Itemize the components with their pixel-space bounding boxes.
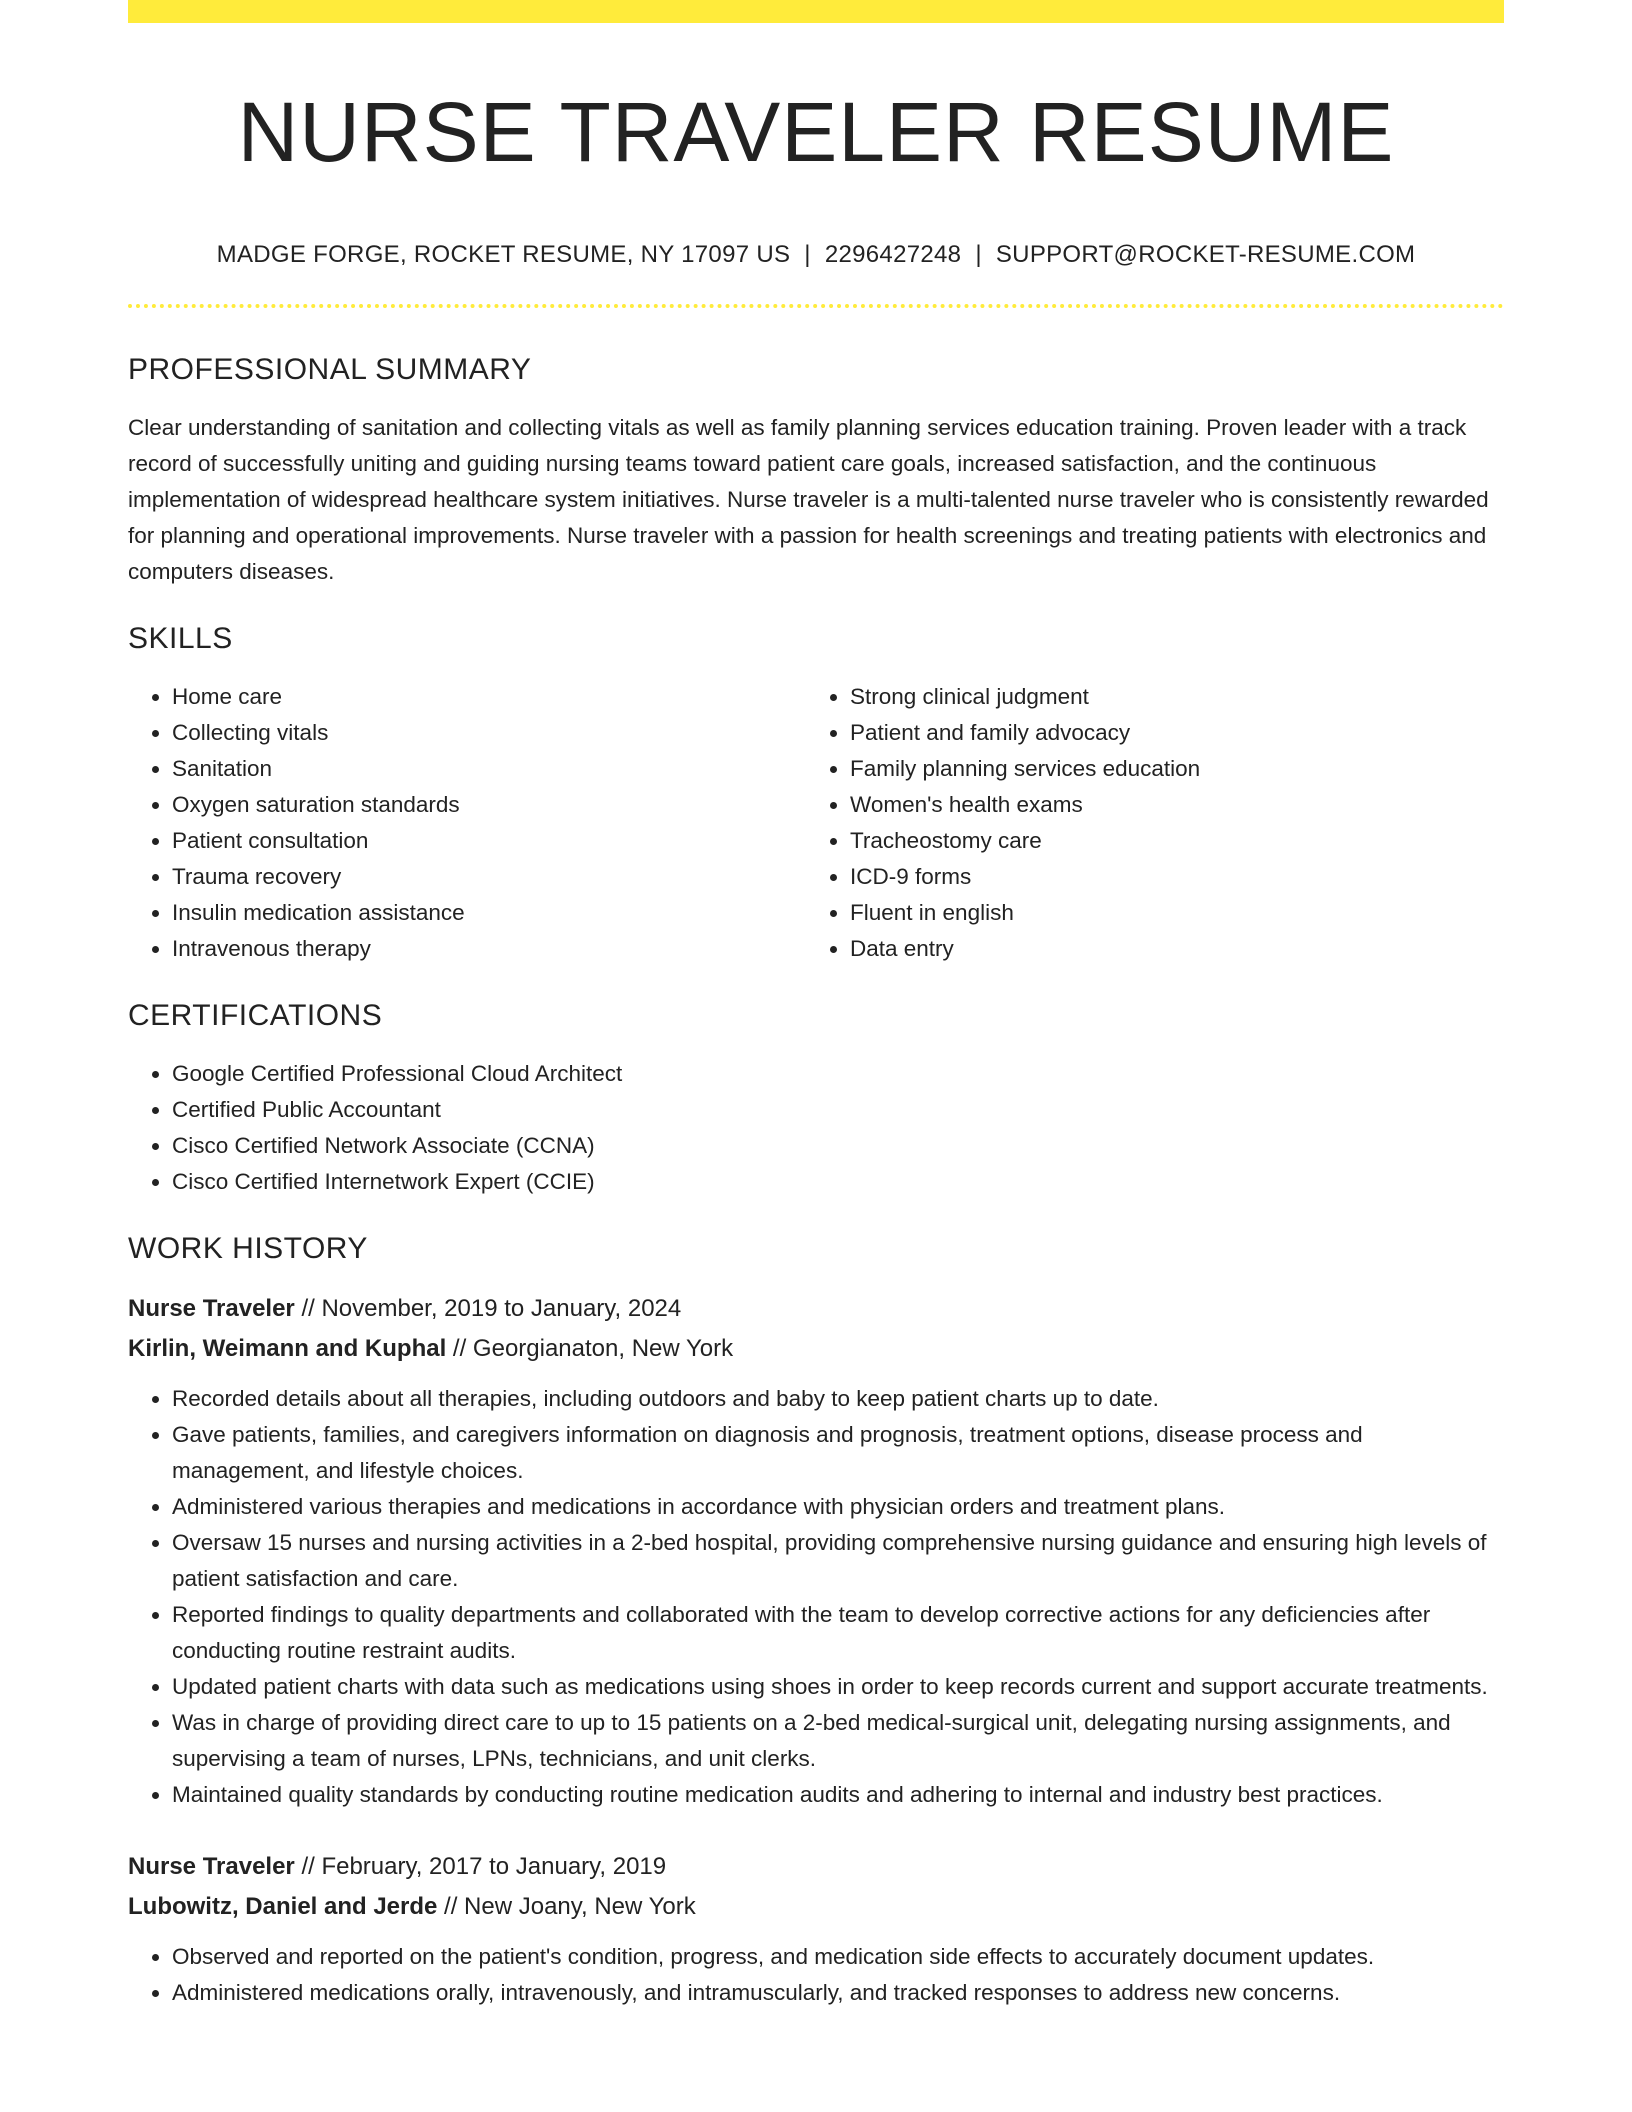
job-company-line [128,1329,1504,1369]
skills-list-left [128,679,806,967]
job-duty: • Maintained quality standards by conducting routine medication audits and adhering to internal and industry best practices. [172,1777,1504,1813]
skill-item: • Oxygen saturation standards [172,787,806,823]
job-company-line [128,1887,1504,1927]
contact-email: SUPPORT@ROCKET-RESUME.COM [995,241,1416,269]
summary-text: Clear understanding of sanitation and collecting vitals as well as family planning services education training. Proven leader with a track record of successfully uniting and guiding nursing teams toward patient care goals, increased satisfaction, and the continuous implementation of widespread healthcare system initiatives. Nurse traveler is a multi-talented nurse traveler who is consistently rewarded for planning and operational improvements. Nurse traveler with a passion for health screenings and treating patients with electronics and computers diseases. [128,415,1489,585]
contact-separator: | [975,241,982,269]
job-duty: • Administered various therapies and medications in accordance with physician orders and treatment plans. [172,1489,1504,1525]
job-title: Nurse Traveler [128,1853,295,1881]
job-title-line [128,1289,1504,1329]
job-duty: • Was in charge of providing direct care to up to 15 patients on a 2-bed medical-surgical unit, delegating nursing assignments, and supervising a team of nurses, LPNs, technicians, and unit clerks. [172,1705,1504,1777]
job-title-line [128,1847,1504,1887]
dotted-divider [128,304,1504,308]
job-dates: // November, 2019 to January, 2024 [294,1295,682,1323]
certifications-heading: CERTIFICATIONS [128,999,383,1033]
work-history-heading: WORK HISTORY [128,1232,368,1266]
job-entry [128,1847,1504,2011]
certification-item: • Cisco Certified Internetwork Expert (CCIE) [172,1164,1504,1200]
job-location: // New Joany, New York [437,1893,696,1921]
job-company: Kirlin, Weimann and Kuphal [128,1335,447,1363]
skill-item: • Trauma recovery [172,859,806,895]
certification-item: • Cisco Certified Network Associate (CCNA) [172,1128,1504,1164]
job-duties-list [128,1939,1504,2011]
certification-item: • Certified Public Accountant [172,1092,1504,1128]
job-location: // Georgianaton, New York [446,1335,734,1363]
contact-line [128,241,1504,270]
skill-item: • Strong clinical judgment [850,679,1504,715]
job-duty: • Gave patients, families, and caregivers information on diagnosis and prognosis, treatment options, disease process and management, and lifestyle choices. [172,1417,1504,1489]
job-company: Lubowitz, Daniel and Jerde [128,1893,438,1921]
job-duty: • Recorded details about all therapies, including outdoors and baby to keep patient charts up to date. [172,1381,1504,1417]
skills-columns [128,679,1504,967]
job-duties-list [128,1381,1504,1813]
skill-item: • Intravenous therapy [172,931,806,967]
job-duty: • Administered medications orally, intravenously, and intramuscularly, and tracked responses to address new concerns. [172,1975,1504,2011]
skills-heading: SKILLS [128,622,233,656]
contact-separator: | [804,241,811,269]
skill-item: • Fluent in english [850,895,1504,931]
certification-item: • Google Certified Professional Cloud Architect [172,1056,1504,1092]
skill-item: • Data entry [850,931,1504,967]
skill-item: • Collecting vitals [172,715,806,751]
resume-page [128,0,1504,2112]
certifications-list [128,1056,1504,1200]
job-duty: • Observed and reported on the patient's condition, progress, and medication side effects to accurately document updates. [172,1939,1504,1975]
summary-heading: PROFESSIONAL SUMMARY [128,353,532,387]
skill-item: • Sanitation [172,751,806,787]
skill-item: • Home care [172,679,806,715]
skills-list-right [806,679,1504,967]
contact-phone: 2296427248 [824,241,962,269]
top-accent-bar [128,0,1504,23]
job-title: Nurse Traveler [128,1295,295,1323]
contact-address: MADGE FORGE, ROCKET RESUME, NY 17097 US [216,241,791,269]
skill-item: • Insulin medication assistance [172,895,806,931]
skill-item: • Women's health exams [850,787,1504,823]
job-duty: • Oversaw 15 nurses and nursing activities in a 2-bed hospital, providing comprehensive nursing guidance and ensuring high levels of patient satisfaction and care. [172,1525,1504,1597]
skill-item: • Patient and family advocacy [850,715,1504,751]
job-entry [128,1289,1504,1813]
job-duty: • Reported findings to quality departments and collaborated with the team to develop corrective actions for any deficiencies after conducting routine restraint audits. [172,1597,1504,1669]
skill-item: • ICD-9 forms [850,859,1504,895]
skill-item: • Tracheostomy care [850,823,1504,859]
skill-item: • Family planning services education [850,751,1504,787]
resume-title: NURSE TRAVELER RESUME [237,85,1395,179]
skill-item: • Patient consultation [172,823,806,859]
job-duty: • Updated patient charts with data such as medications using shoes in order to keep records current and support accurate treatments. [172,1669,1504,1705]
job-dates: // February, 2017 to January, 2019 [294,1853,667,1881]
